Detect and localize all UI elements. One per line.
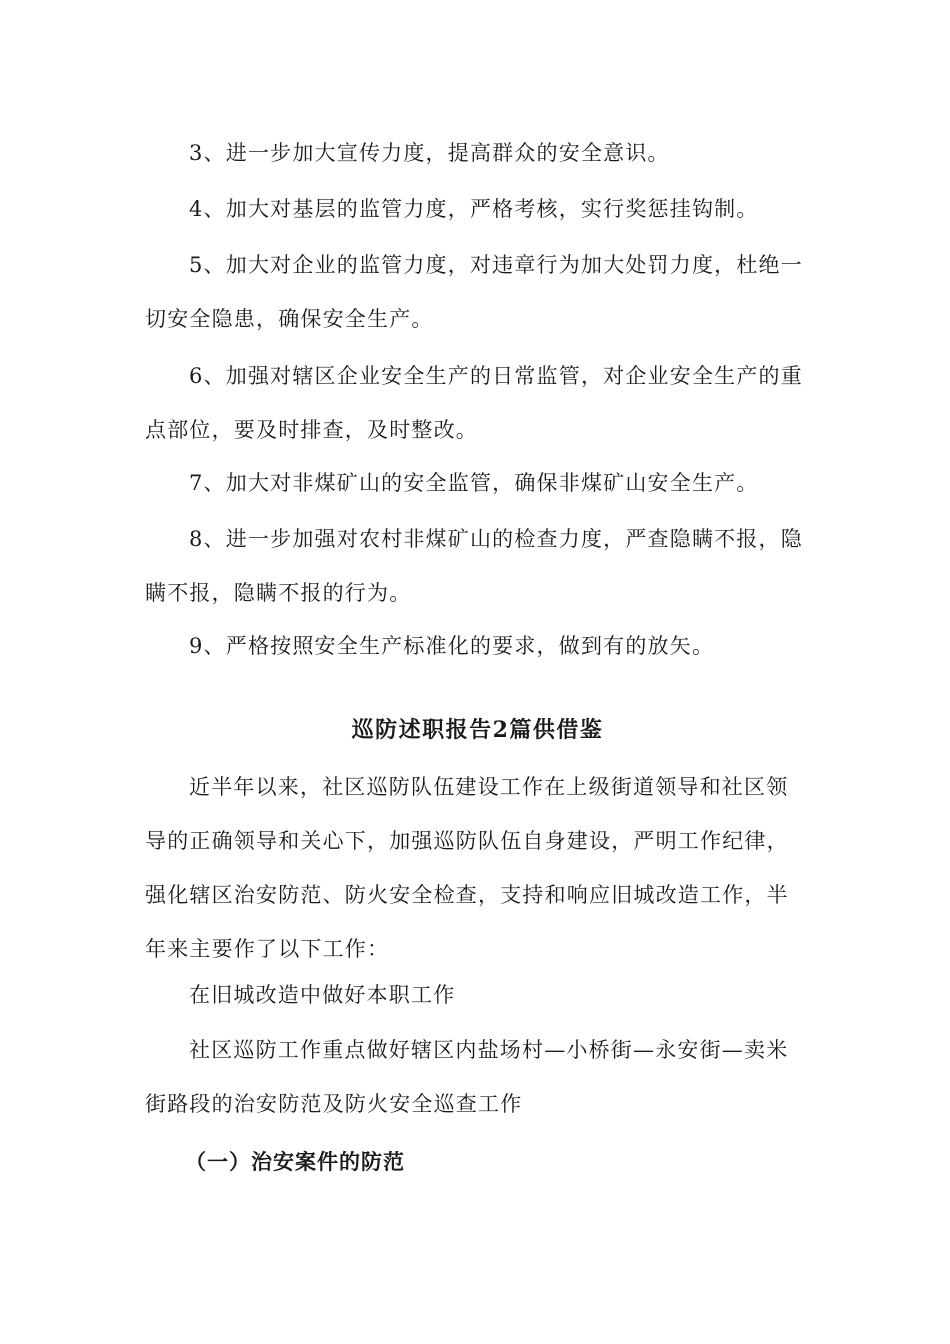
section-title: 巡防述职报告2篇供借鉴 [351, 717, 604, 743]
paragraph-item-7: 7、加大对非煤矿山的安全监管，确保非煤矿山安全生产。 [189, 471, 759, 495]
work-heading-paragraph: 在旧城改造中做好本职工作 [189, 983, 456, 1007]
paragraph-item-3: 3、进一步加大宣传力度，提高群众的安全意识。 [189, 141, 670, 165]
paragraph-item-6: 6、加强对辖区企业安全生产的日常监管，对企业安全生产的重点部位，要及时排查，及时整改。 [145, 364, 803, 442]
paragraph-item-4: 4、加大对基层的监管力度，严格考核，实行奖惩挂钩制。 [189, 197, 759, 221]
paragraph-item-5: 5、加大对企业的监管力度，对违章行为加大处罚力度，杜绝一切安全隐患，确保安全生产。 [145, 253, 803, 331]
paragraph-item-8: 8、进一步加强对农村非煤矿山的检查力度，严查隐瞒不报，隐瞒不报，隐瞒不报的行为。 [145, 527, 803, 605]
paragraph-item-9: 9、严格按照安全生产标准化的要求，做到有的放矢。 [189, 634, 715, 658]
patrol-paragraph: 社区巡防工作重点做好辖区内盐场村—小桥街—永安街—卖米街路段的治安防范及防火安全巡查工作 [145, 1038, 789, 1116]
intro-paragraph: 近半年以来，社区巡防队伍建设工作在上级街道领导和社区领导的正确领导和关心下，加强巡防队伍自身建设，严明工作纪律，强化辖区治安防范、防火安全检查，支持和响应旧城改造工作，半年来主要作了以下工作： [145, 775, 789, 961]
subheading-security-cases: （一）治安案件的防范 [185, 1149, 405, 1174]
